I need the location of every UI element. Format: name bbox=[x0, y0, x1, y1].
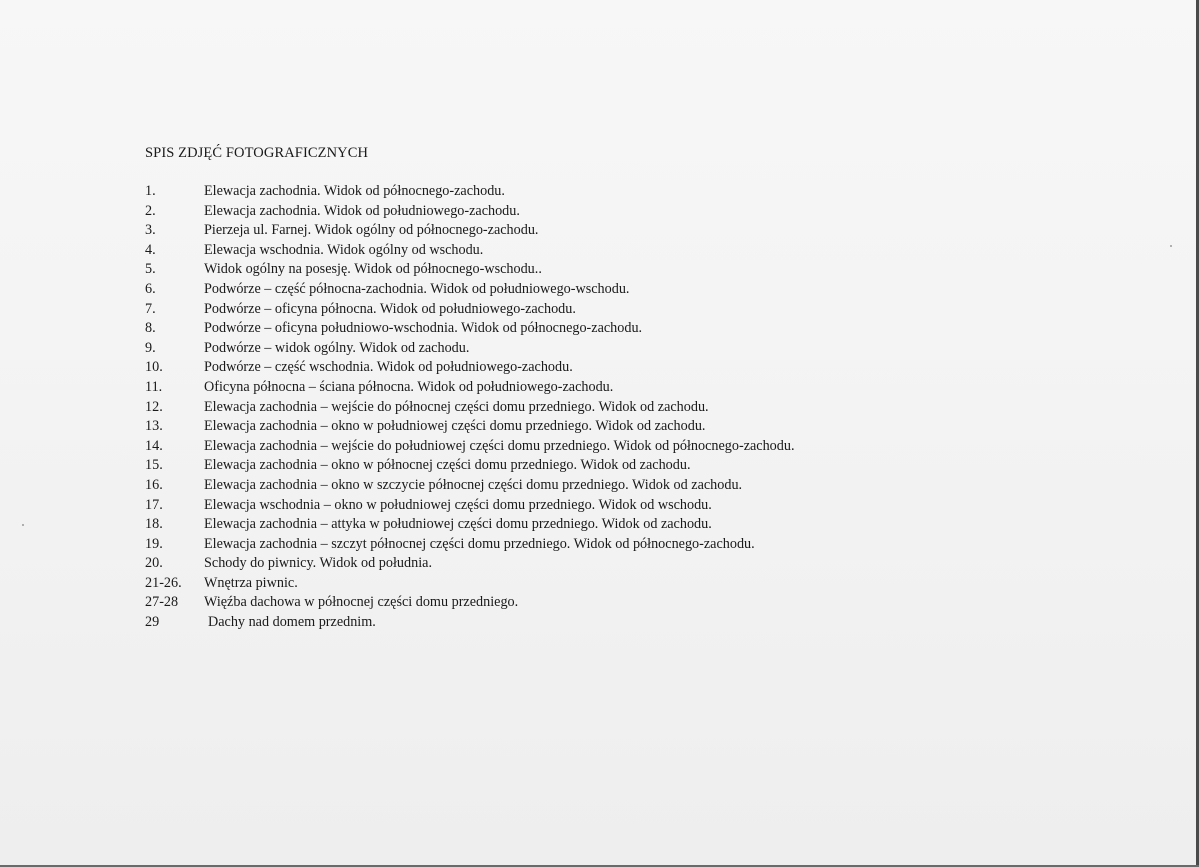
list-item bbox=[145, 398, 795, 418]
list-item bbox=[145, 437, 795, 457]
item-text: Elewacja zachodnia – okno w szczycie północnej części domu przedniego. Widok od zachodu. bbox=[204, 476, 743, 493]
item-number: 11. bbox=[145, 378, 163, 395]
item-number: 1. bbox=[145, 183, 156, 199]
item-number: 16. bbox=[145, 476, 163, 493]
item-text: Elewacja zachodnia – attyka w południowej części domu przedniego. Widok od zachodu. bbox=[204, 516, 712, 533]
item-text: Podwórze – część północna-zachodnia. Widok od południowego-wschodu. bbox=[204, 280, 630, 297]
list-item bbox=[145, 613, 795, 633]
list-item bbox=[145, 456, 795, 476]
item-number: 5. bbox=[145, 261, 156, 278]
item-number: 3. bbox=[145, 222, 156, 239]
list-item bbox=[145, 221, 795, 241]
item-text: Elewacja wschodnia. Widok ogólny od wschodu. bbox=[204, 241, 484, 258]
item-number: 6. bbox=[145, 280, 156, 297]
item-text: Elewacja zachodnia – szczyt północnej części domu przedniego. Widok od północnego-zachodu. bbox=[204, 535, 755, 552]
item-text: Elewacja zachodnia – okno w południowej części domu przedniego. Widok od zachodu. bbox=[204, 418, 706, 435]
item-text: Elewacja zachodnia. Widok od południowego-zachodu. bbox=[204, 202, 520, 219]
item-text: Podwórze – oficyna północna. Widok od południowego-zachodu. bbox=[204, 300, 576, 317]
item-text: Pierzeja ul. Farnej. Widok ogólny od północnego-zachodu. bbox=[204, 222, 539, 239]
item-number: 4. bbox=[145, 241, 156, 258]
item-text: Podwórze – oficyna południowo-wschodnia. Widok od północnego-zachodu. bbox=[204, 320, 643, 337]
scan-speck bbox=[1170, 245, 1172, 247]
item-text: Widok ogólny na posesję. Widok od północnego-wschodu.. bbox=[204, 261, 542, 278]
list-item bbox=[145, 554, 795, 574]
item-text: Elewacja zachodnia. Widok od północnego-zachodu. bbox=[204, 183, 505, 199]
list-item bbox=[145, 319, 795, 339]
list-item bbox=[145, 417, 795, 437]
item-text: Podwórze – widok ogólny. Widok od zachodu. bbox=[204, 339, 470, 356]
item-number: 12. bbox=[145, 398, 163, 415]
list-item bbox=[145, 182, 795, 202]
item-number: 10. bbox=[145, 359, 163, 376]
item-number: 9. bbox=[145, 339, 156, 356]
list-item bbox=[145, 241, 795, 261]
item-number: 18. bbox=[145, 516, 163, 533]
item-number: 21-26. bbox=[145, 574, 182, 591]
list-item bbox=[145, 300, 795, 320]
list-item bbox=[145, 574, 795, 594]
page-title: SPIS ZDJĘĆ FOTOGRAFICZNYCH bbox=[145, 145, 369, 161]
scan-speck bbox=[22, 524, 24, 526]
item-text: Elewacja zachodnia – okno w północnej części domu przedniego. Widok od zachodu. bbox=[204, 457, 691, 474]
list-item bbox=[145, 280, 795, 300]
item-text: Oficyna północna – ściana północna. Widok od południowego-zachodu. bbox=[204, 378, 614, 395]
photo-list bbox=[145, 182, 795, 633]
list-item bbox=[145, 535, 795, 555]
item-number: 20. bbox=[145, 555, 163, 572]
item-number: 27-28 bbox=[145, 594, 179, 611]
item-number: 14. bbox=[145, 437, 163, 454]
item-text: Dachy nad domem przednim. bbox=[208, 614, 376, 631]
list-item bbox=[145, 202, 795, 222]
item-text: Wnętrza piwnic. bbox=[204, 574, 298, 591]
item-number: 19. bbox=[145, 535, 163, 552]
list-item bbox=[145, 260, 795, 280]
list-item bbox=[145, 496, 795, 516]
list-item bbox=[145, 515, 795, 535]
list-item bbox=[145, 476, 795, 496]
item-text: Elewacja zachodnia – wejście do południowej części domu przedniego. Widok od północnego-zachodu. bbox=[204, 437, 795, 454]
item-number: 15. bbox=[145, 457, 163, 474]
item-text: Podwórze – część wschodnia. Widok od południowego-zachodu. bbox=[204, 359, 573, 376]
item-text: Schody do piwnicy. Widok od południa. bbox=[204, 555, 432, 572]
list-item bbox=[145, 339, 795, 359]
item-number: 2. bbox=[145, 202, 156, 219]
item-number: 17. bbox=[145, 496, 163, 513]
list-item bbox=[145, 378, 795, 398]
item-number: 8. bbox=[145, 320, 156, 337]
item-text: Elewacja wschodnia – okno w południowej części domu przedniego. Widok od wschodu. bbox=[204, 496, 712, 513]
item-text: Więźba dachowa w północnej części domu przedniego. bbox=[204, 594, 519, 611]
item-number: 13. bbox=[145, 418, 163, 435]
item-text: Elewacja zachodnia – wejście do północnej części domu przedniego. Widok od zachodu. bbox=[204, 398, 709, 415]
list-item bbox=[145, 358, 795, 378]
list-item bbox=[145, 593, 795, 613]
item-number: 7. bbox=[145, 300, 156, 317]
item-number: 29 bbox=[145, 614, 160, 631]
